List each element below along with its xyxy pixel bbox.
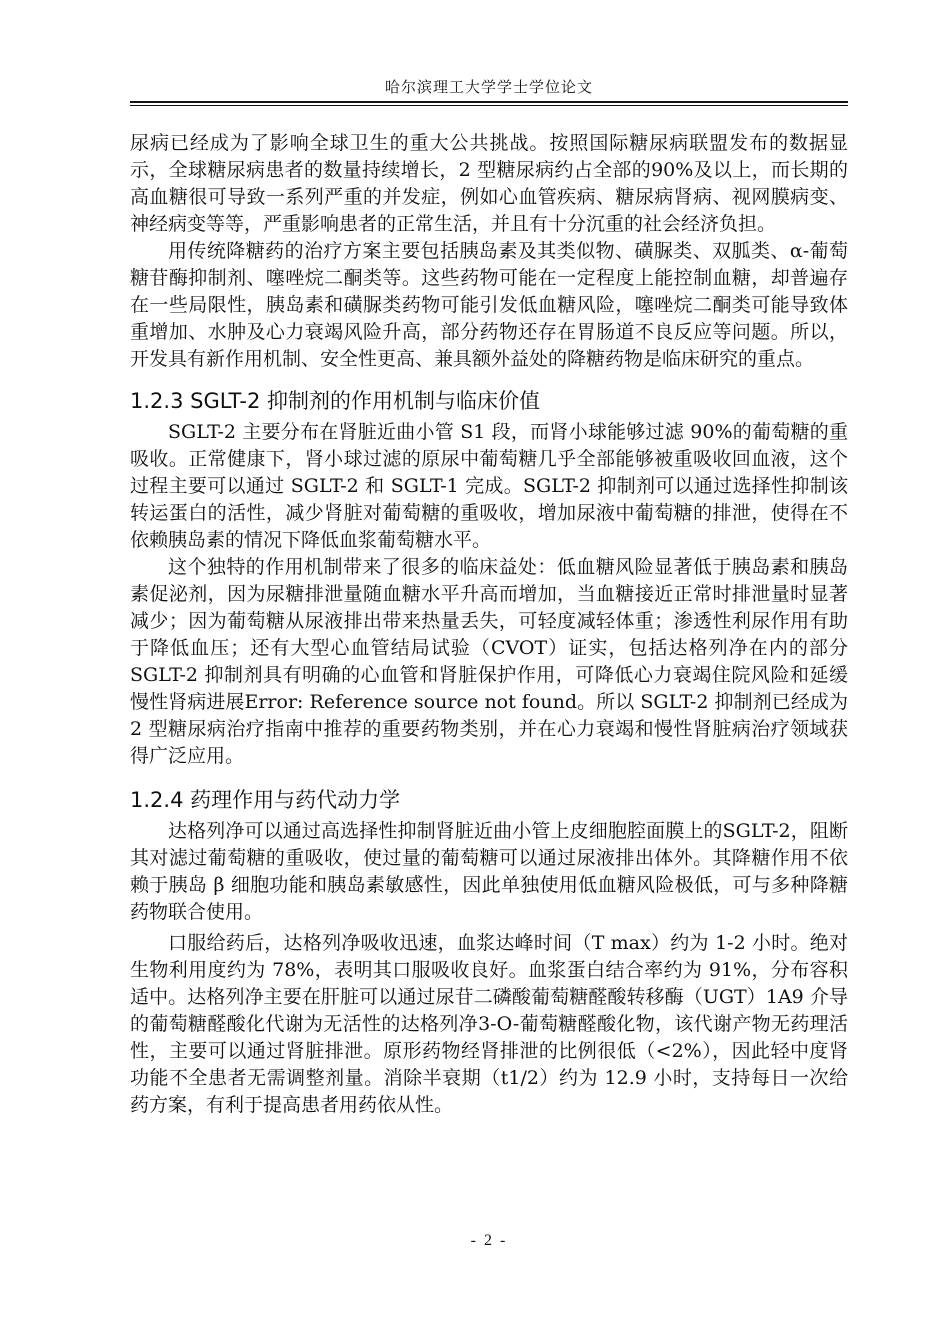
header-rule-thin bbox=[130, 105, 848, 106]
paragraph-pharmacokinetics: 口服给药后，达格列净吸收迅速，血浆达峰时间（T max）约为 1-2 小时。绝对生物利用度约为 78%，表明其口服吸收良好。血浆蛋白结合率约为 91%，分布容积适中。达格列净主要在肝脏可以通过尿苷二磷酸葡萄糖醛酸转移酶（UGT）1A9 介导的葡萄糖醛酸化代谢为无活性的达格列净3-O-葡萄糖醛酸化物，该代谢产物无药理活性，主要可以通过肾脏排泄。原形药物经肾排泄的比例很低（<2%），因此轻中度肾功能不全患者无需调整剂量。消除半衰期（t1/2）约为 12.9 小时，支持每日一次给药方案，有利于提高患者用药依从性。 bbox=[130, 932, 848, 1116]
paragraph-sglt2-mechanism: SGLT-2 主要分布在肾脏近曲小管 S1 段，而肾小球能够过滤 90%的葡萄糖的重吸收。正常健康下，肾小球过滤的原尿中葡萄糖几乎全部能够被重吸收回血液，这个过程主要可以通过 SGLT-2 和 SGLT-1 完成。SGLT-2 抑制剂可以通过选择性抑制该转运蛋白的活性，减少肾脏对葡萄糖的重吸收，增加尿液中葡萄糖的排泄，使得在不依赖胰岛素的情况下降低血浆葡萄糖水平。 bbox=[130, 421, 848, 551]
page-body bbox=[130, 130, 848, 1119]
section-heading-1-2-3: 1.2.3 SGLT-2 抑制剂的作用机制与临床价值 bbox=[130, 389, 541, 413]
running-header: 哈尔滨理工大学学士学位论文 bbox=[384, 80, 593, 96]
paragraph-clinical-benefits: 这个独特的作用机制带来了很多的临床益处：低血糖风险显著低于胰岛素和胰岛素促泌剂，因为尿糖排泄量随血糖水平升高而增加，当血糖接近正常时排泄量时显著减少；因为葡萄糖从尿液排出带来热量丢失，可轻度减轻体重；渗透性利尿作用有助于降低血压；还有大型心血管结局试验（CVOT）证实，包括达格列净在内的部分 SGLT-2 抑制剂具有明确的心血管和肾脏保护作用，可降低心力衰竭住院风险和延缓慢性肾病进展Error: Reference source not found。所以 SGLT-2 抑制剂已经成为 2 型糖尿病治疗指南中推荐的重要药物类别，并在心力衰竭和慢性肾脏病治疗领域获得广泛应用。 bbox=[130, 556, 848, 767]
page-number: - 2 - bbox=[470, 1232, 508, 1249]
paragraph-pharmacology: 达格列净可以通过高选择性抑制肾脏近曲小管上皮细胞腔面膜上的SGLT-2，阻断其对滤过葡萄糖的重吸收，使过量的葡萄糖可以通过尿液排出体外。其降糖作用不依赖于胰岛 β 细胞功能和胰岛素敏感性，因此单独使用低血糖风险极低，可与多种降糖药物联合使用。 bbox=[130, 820, 848, 923]
header-rule-thick bbox=[130, 101, 848, 103]
section-heading-1-2-4: 1.2.4 药理作用与药代动力学 bbox=[130, 788, 401, 812]
paragraph-diabetes-burden: 尿病已经成为了影响全球卫生的重大公共挑战。按照国际糖尿病联盟发布的数据显示，全球糖尿病患者的数量持续增长，2 型糖尿病约占全部的90%及以上，而长期的高血糖很可导致一系列严重的并发症，例如心血管疾病、糖尿病肾病、视网膜病变、神经病变等等，严重影响患者的正常生活，并且有十分沉重的社会经济负担。 bbox=[130, 132, 848, 235]
paragraph-traditional-drugs: 用传统降糖药的治疗方案主要包括胰岛素及其类似物、磺脲类、双胍类、α-葡萄糖苷酶抑制剂、噻唑烷二酮类等。这些药物可能在一定程度上能控制血糖，却普遍存在一些局限性，胰岛素和磺脲类药物可能引发低血糖风险，噻唑烷二酮类可能导致体重增加、水肿及心力衰竭风险升高，部分药物还存在胃肠道不良反应等问题。所以，开发具有新作用机制、安全性更高、兼具额外益处的降糖药物是临床研究的重点。 bbox=[130, 240, 848, 370]
